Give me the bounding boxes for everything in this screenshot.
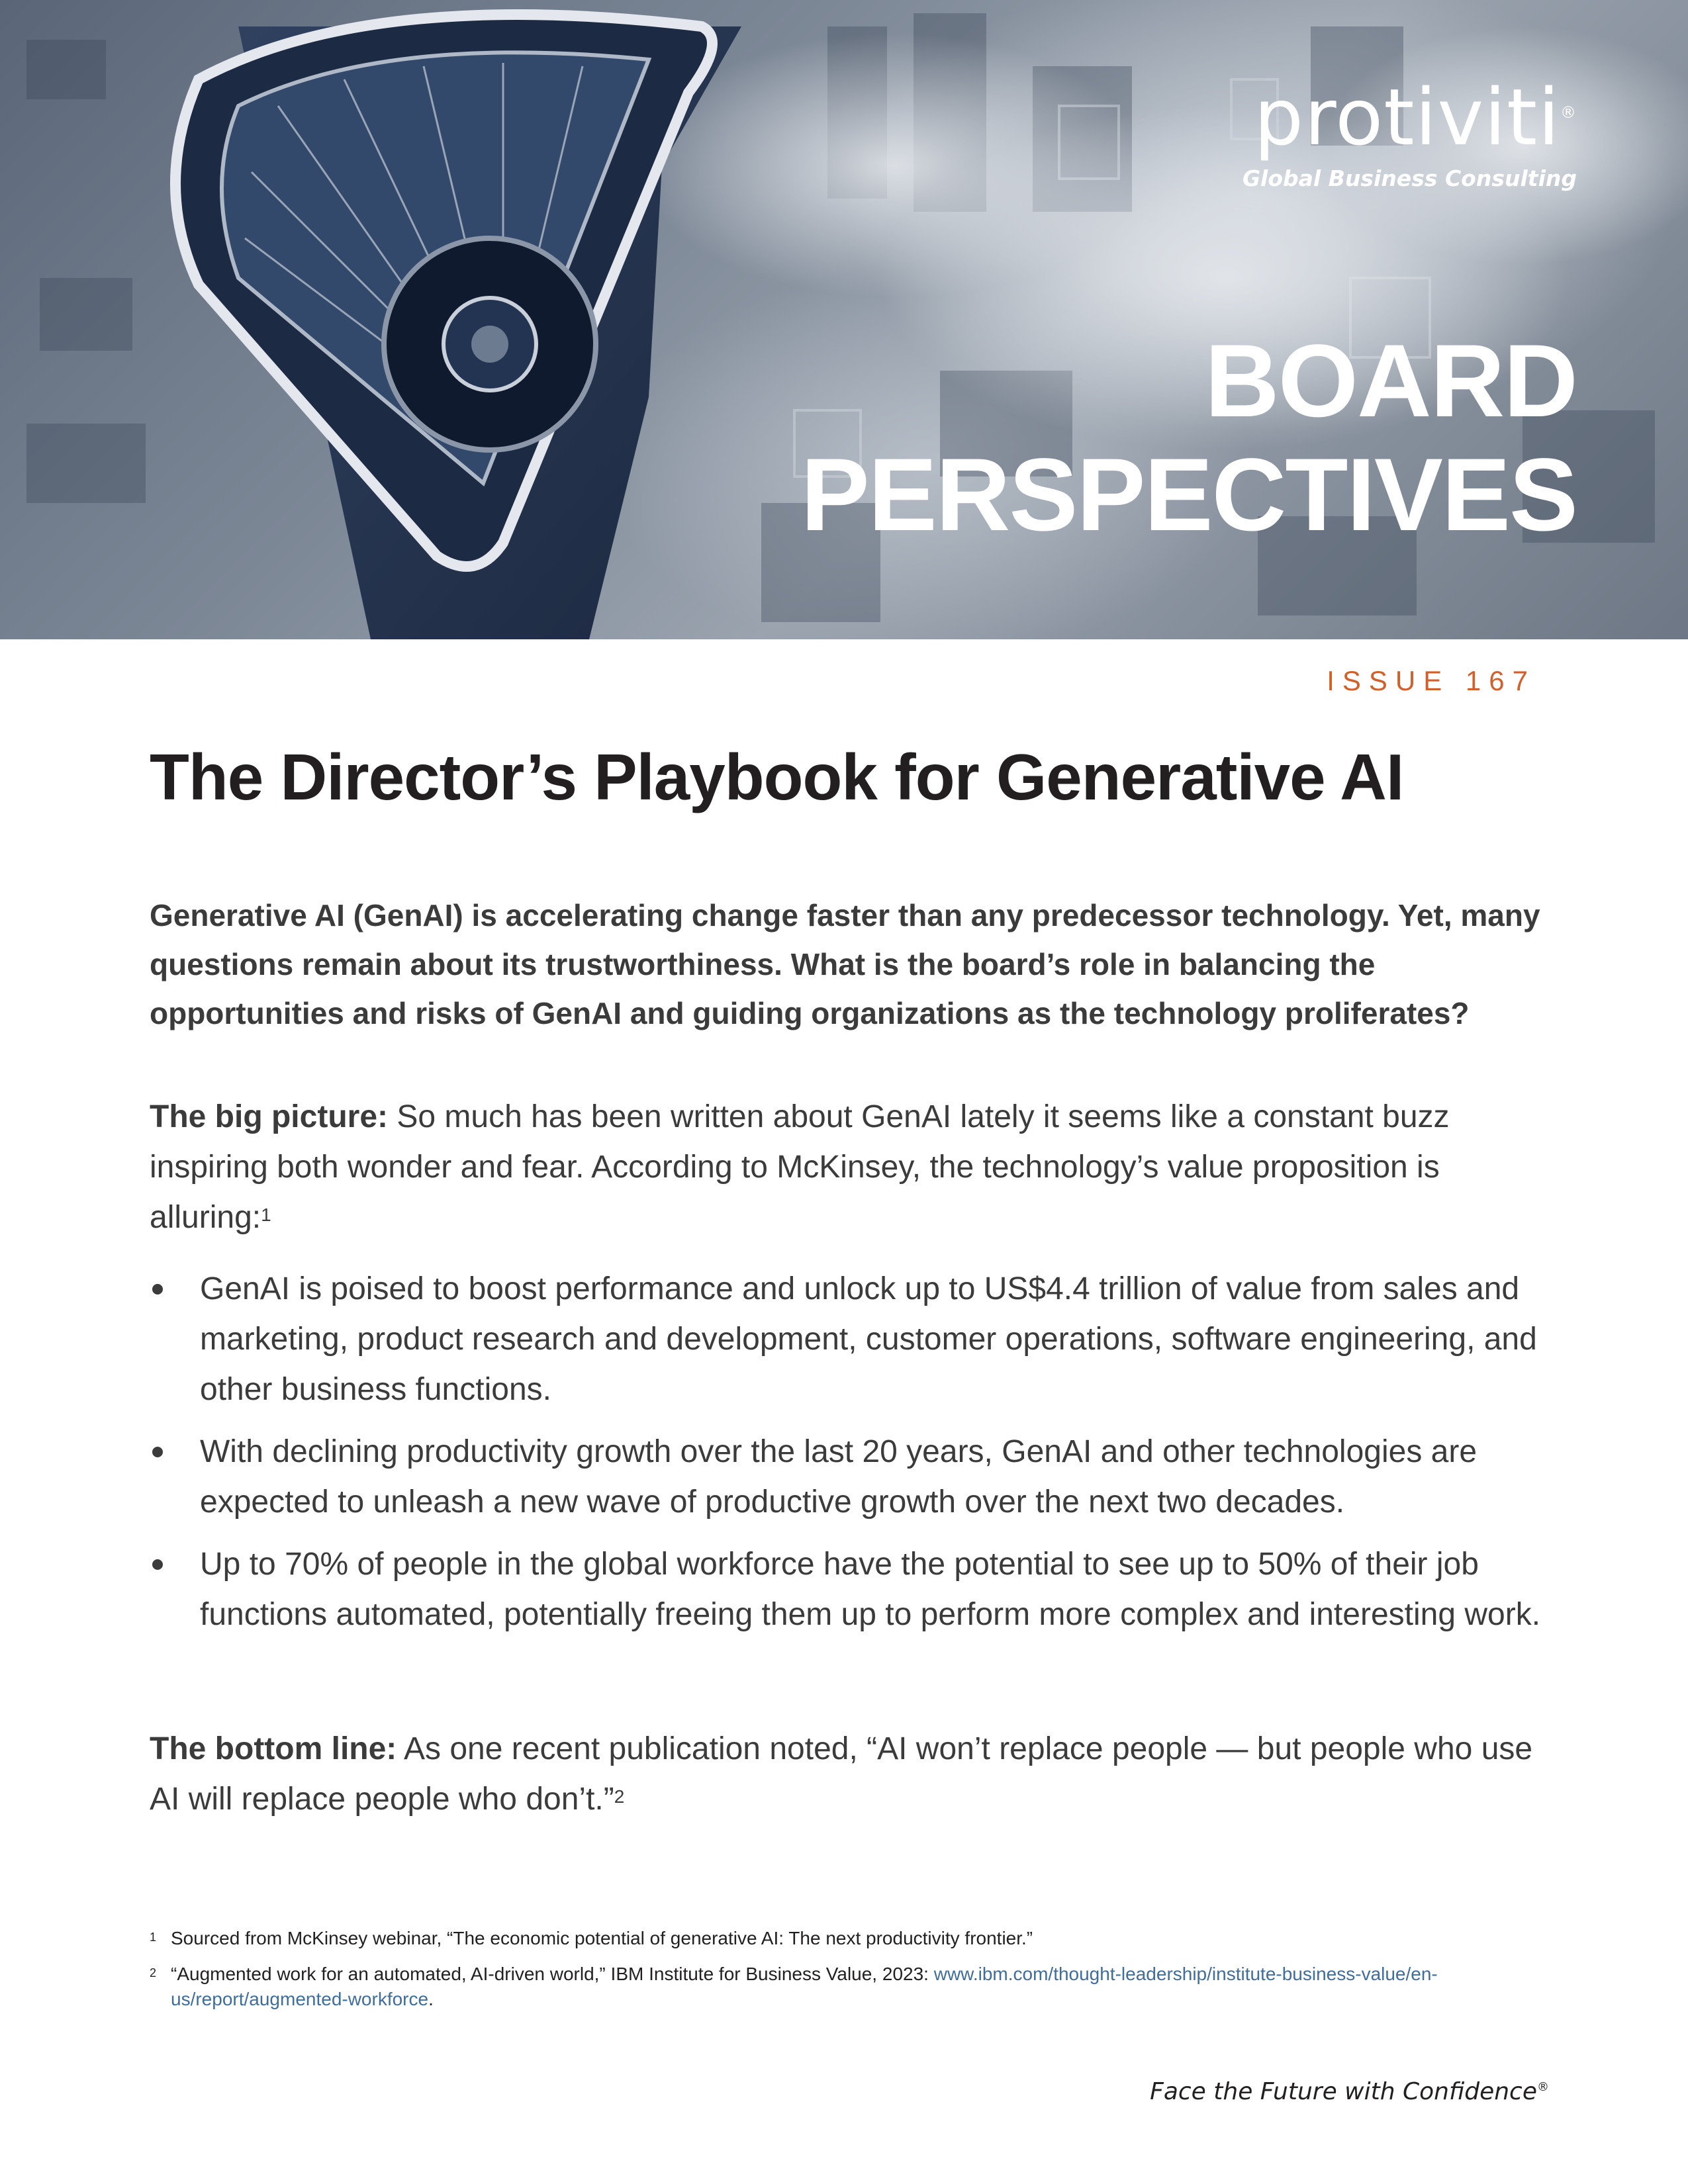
tagline-text: Face the Future with Confidence <box>1150 2078 1537 2105</box>
protiviti-logo <box>1254 71 1577 163</box>
list-item <box>150 1539 1553 1640</box>
footnote-number: 1 <box>150 1931 157 1944</box>
footnote-number: 2 <box>150 1966 157 1979</box>
bottom-line-label: The bottom line: <box>150 1731 397 1766</box>
list-item <box>150 1264 1553 1415</box>
big-picture-label: The big picture: <box>150 1099 388 1134</box>
bottom-line-text: As one recent publication noted, “AI won’t replace people — but people who use AI will replace people who don’t.” <box>150 1731 1533 1817</box>
footnote-ref-1[interactable]: 1 <box>261 1205 271 1225</box>
list-item-text: Up to 70% of people in the global workforce have the potential to see up to 50% of their job functions automated, potentially freeing them up to perform more complex and interesting work. <box>200 1547 1541 1632</box>
logo-tagline: Global Business Consulting <box>1242 165 1577 191</box>
footnote-1 <box>150 1926 1553 1951</box>
publication-title-line-2: PERSPECTIVES <box>800 437 1577 553</box>
key-points-list <box>150 1264 1553 1652</box>
footnote-punctuation: . <box>428 1989 434 2009</box>
footnote-text: “Augmented work for an automated, AI-driven world,” IBM Institute for Business Value, 2023: <box>171 1964 934 1984</box>
publication-title <box>801 324 1577 552</box>
list-item <box>150 1427 1553 1527</box>
tagline-registered-mark: ® <box>1537 2080 1549 2094</box>
footnote-ref-2[interactable]: 2 <box>614 1786 625 1807</box>
article-title: The Director’s Playbook for Generative AI <box>150 741 1404 813</box>
footnote-link[interactable]: www.ibm.com/thought-leadership/institute-business-value/en-us/report/augmented-workforce <box>171 1964 1438 2009</box>
issue-number: ISSUE 167 <box>1327 665 1536 696</box>
list-item-text: GenAI is poised to boost performance and unlock up to US$4.4 trillion of value from sales and marketing, product research and development, customer operations, software engineering, and other business functions. <box>200 1271 1537 1407</box>
big-picture-paragraph <box>150 1092 1553 1243</box>
bullet-icon <box>152 1447 163 1457</box>
logo-registered-mark: ® <box>1560 103 1577 122</box>
publication-title-line-1: BOARD <box>1205 324 1577 439</box>
hero-banner <box>0 0 1688 639</box>
bullet-icon <box>152 1284 163 1295</box>
footnotes <box>150 1926 1553 2023</box>
bottom-line-paragraph <box>150 1724 1553 1825</box>
footer-tagline <box>1150 2078 1549 2105</box>
footnote-text: Sourced from McKinsey webinar, “The economic potential of generative AI: The next productivity frontier.” <box>171 1928 1033 1948</box>
bullet-icon <box>152 1559 163 1570</box>
list-item-text: With declining productivity growth over the last 20 years, GenAI and other technologies are expected to unleash a new wave of productive growth over the next two decades. <box>200 1434 1477 1520</box>
lead-paragraph: Generative AI (GenAI) is accelerating change faster than any predecessor technology. Yet, many questions remain about its trustworthiness. What is the board’s role in balancing the opportunities and risks of GenAI and guiding organizations as the technology proliferates? <box>150 898 1540 1030</box>
logo-wordmark: protiviti <box>1254 71 1560 163</box>
big-picture-text: So much has been written about GenAI lately it seems like a constant buzz inspiring both wonder and fear. According to McKinsey, the technology’s value proposition is alluring: <box>150 1099 1450 1235</box>
footnote-2 <box>150 1962 1553 2012</box>
